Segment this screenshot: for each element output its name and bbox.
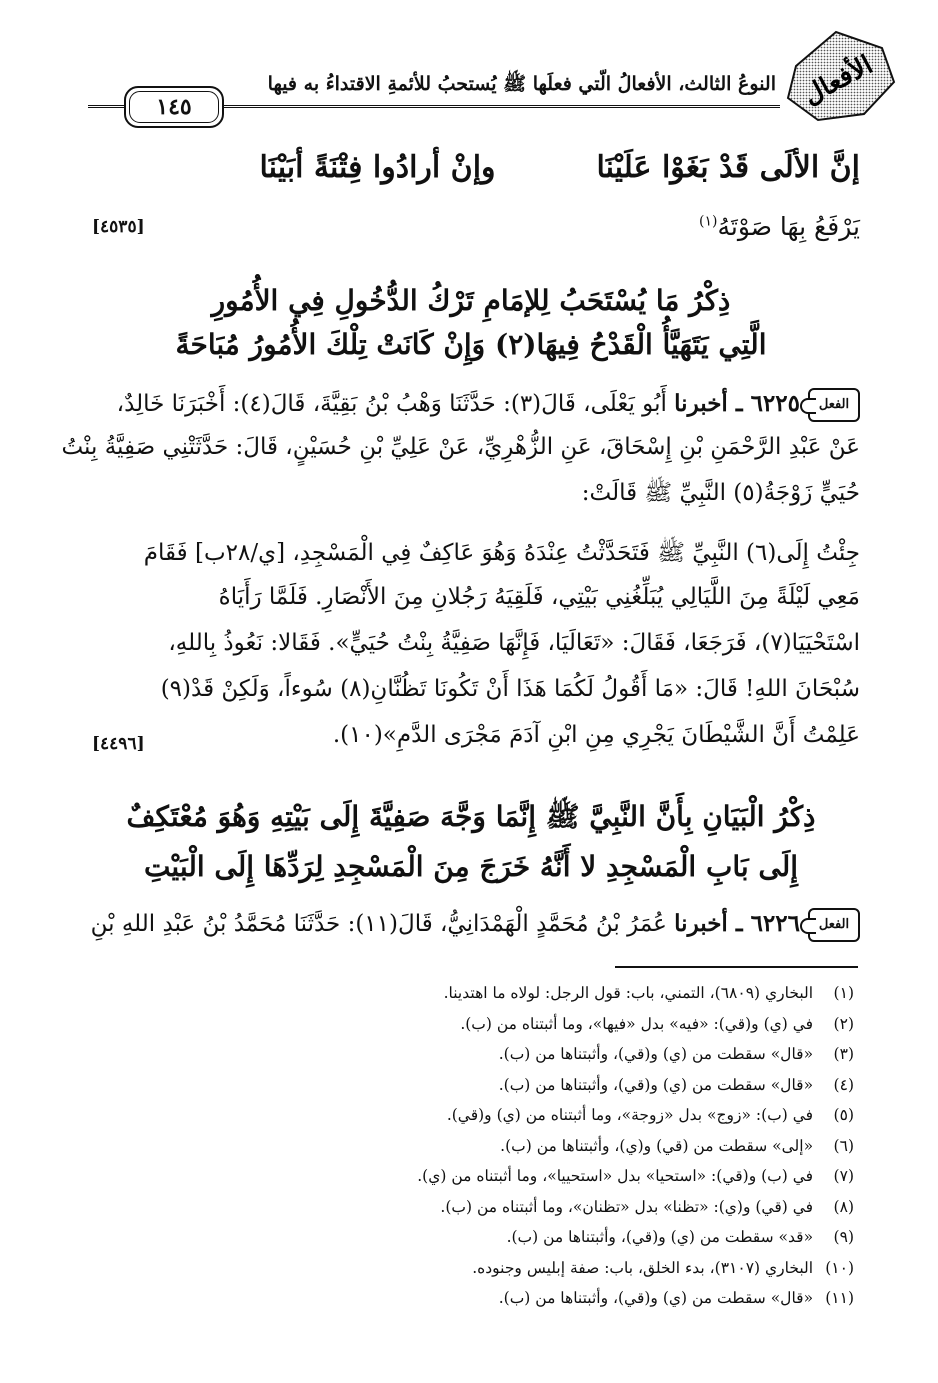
footnote-item	[84, 984, 854, 1002]
section-heading-line: ذِكْرُ مَا يُسْتَحَبُ لِلإمَامِ تَرْكُ الدُّخُولِ فِي الأُمُورِ	[211, 284, 731, 317]
hadith-reference: [٤٥٣٥]	[92, 217, 145, 237]
section-heading-line: الَّتِي يَتَهَيَّأُ الْقَدْحُ فِيهَا(٢) وَإِنْ كَانَتْ تِلْكَ الأُمُورُ مُبَاحَةً	[175, 328, 767, 361]
footnote-text: «قال» سقطت من (ي) و(قي)، وأثبتناها من (ب).	[498, 1045, 814, 1063]
footnote-item	[84, 1228, 854, 1246]
hadith-text: أَبُو يَعْلَى، قَالَ(٣): حَدَّثَنَا وَهْبُ بْنُ بَقِيَّةَ، قَالَ(٤): أَخْبَرَنَا خَالِدٌ،	[116, 391, 667, 417]
footnote-number: (٥)	[833, 1106, 854, 1124]
section-heading-line: ذِكْرُ الْبَيَانِ بِأَنَّ النَّبِيَّ ﷺ إِنَّمَا وَجَّهَ صَفِيَّةَ إِلَى بَيْتِهِ وَهُوَ مُعْتَكِفٌ	[126, 800, 816, 833]
footnote-number: (١١)	[825, 1289, 854, 1307]
footnote-item	[84, 1045, 854, 1063]
footnote-text: «إلى» سقطت من (قي) و(ي)، وأثبتناها من (ب).	[500, 1136, 814, 1155]
footnote-number: (٩)	[833, 1228, 854, 1246]
poem-closing-text: يَرْفَعُ بِهَا صَوْتَهُ	[717, 212, 860, 241]
page-number	[124, 86, 224, 128]
chapter-tab-icon: الفعل	[808, 908, 860, 942]
hadith-number: ٦٢٢٦ ـ أخبرنا	[674, 910, 800, 937]
footnote-number: (٨)	[833, 1197, 854, 1216]
footnote-item	[84, 1106, 854, 1124]
footnote-item	[84, 1137, 854, 1155]
footnote-number: (٧)	[833, 1167, 854, 1185]
footnote-text: في (قي) و(ي): «تظنا» بدل «تظنان»، وما أثبتناه من (ب).	[440, 1197, 814, 1216]
footnote-text: البخاري (٣١٠٧)، بدء الخلق، باب: صفة إبليس وجنوده.	[472, 1258, 814, 1277]
footnote-text: البخاري (٦٨٠٩)، التمني، باب: قول الرجل: لولاه ما اهتدينا.	[443, 984, 814, 1002]
footnote-item	[84, 1015, 854, 1033]
footnote-item	[84, 1167, 854, 1185]
footnote-marker: (١)	[699, 213, 718, 230]
chapter-badge	[778, 28, 898, 124]
poem-closing	[82, 212, 860, 241]
footnote-text: في (ب): «زوج» بدل «زوجة»، وما أثبتناه من (ي) و(قي).	[446, 1106, 814, 1124]
hadith-line: عَلِمْتُ أَنَّ الشَّيْطَانَ يَجْرِي مِنِ ابْنِ آدَمَ مَجْرَى الدَّمِ»(١٠).	[332, 722, 860, 748]
footnote-text: «قد» سقطت من (ي) و(قي)، وأثبتناها من (ب).	[506, 1228, 814, 1246]
footnote-text: في (ب) و(قي): «استحيا» بدل «استحييا»، وما أثبتناه من (ي).	[417, 1167, 814, 1185]
hadith-line	[82, 388, 860, 422]
hadith-line: جِئْتُ إِلَى(٦) النَّبِيِّ ﷺ فَتَحَدَّثْتُ عِنْدَهُ وَهُوَ عَاكِفٌ فِي الْمَسْجِدِ، [ي/٢٨ب] فَقَامَ	[143, 540, 860, 566]
poem-hemistich-left: وإنْ أرادُوا فِتْنَةً أبَيْنَا	[259, 150, 496, 185]
footnote-number: (١)	[833, 984, 854, 1002]
hadith-text: عُمَرُ بْنُ مُحَمَّدٍ الْهَمْدَانِيُّ، قَالَ(١١): حَدَّثَنَا مُحَمَّدُ بْنُ عَبْدِ اللهِ بْنِ	[90, 911, 667, 937]
chapter-tab-icon: الفعل	[808, 388, 860, 422]
hadith-line: حُيَيٍّ زَوْجَةُ(٥) النَّبِيِّ ﷺ قَالَتْ:	[581, 480, 860, 506]
section-heading-line: إِلَى بَابِ الْمَسْجِدِ لا أَنَّهُ خَرَجَ مِنَ الْمَسْجِدِ لِرَدِّهَا إِلَى الْبَيْتِ	[143, 850, 799, 883]
page-header	[88, 28, 898, 128]
footnote-item	[84, 1076, 854, 1094]
page-number-text: ١٤٥	[156, 94, 192, 120]
poem-verse	[82, 150, 860, 185]
running-title: النوعُ الثالث، الأفعالُ الّتي فعلَها ﷺ يُستحبُ للأئمةِ الاقتداءُ به فيها	[267, 73, 776, 95]
badge-text: الأفعال	[798, 49, 878, 112]
hadith-reference: [٤٤٩٦]	[92, 734, 145, 754]
hadith-line: عَنْ عَبْدِ الرَّحْمَنِ بْنِ إِسْحَاقَ، عَنِ الزُّهْرِيِّ، عَنْ عَلِيِّ بْنِ حُسَيْنٍ، قَالَ: حَدَّثَتْنِي صَفِيَّةُ بِنْتُ	[61, 434, 860, 460]
footnote-item	[84, 1259, 854, 1277]
footnote-text: «قال» سقطت من (ي) و(قي)، وأثبتناها من (ب).	[498, 1075, 814, 1094]
hadith-line: سُبْحَانَ اللهِ! قَالَ: «مَا أَقُولُ لَكُمَا هَذَا أَنْ تَكُونَا تَظُنَّانِ(٨) سُوءاً، وَلَكِنْ قَدْ(٩)	[160, 676, 860, 702]
footnote-item	[84, 1198, 854, 1216]
hadith-line: مَعِي لَيْلَةً مِنَ اللَّيَالِي يُبَلِّغُنِي بَيْتِي، فَلَقِيَهُ رَجُلانِ مِنَ الأَنْصَارِ. فَلَمَّا رَأَيَاهُ	[218, 584, 860, 610]
hadith-line: اسْتَحْيَيَا(٧)، فَرَجَعَا، فَقَالَ: «تَعَالَيَا، فَإِنَّهَا صَفِيَّةُ بِنْتُ حُيَيٍّ». فَقَالا: نَعُوذُ بِاللهِ،	[168, 630, 860, 656]
footnote-item	[84, 1289, 854, 1307]
footnote-number: (٦)	[833, 1136, 854, 1155]
poem-hemistich-right: إنَّ الألَى قَدْ بَغَوْا عَلَيْنَا	[596, 150, 860, 185]
footnote-text: في (ي) و(قي): «فيه» بدل «فيها»، وما أثبتناه من (ب).	[460, 1014, 814, 1033]
footnote-number: (٣)	[833, 1045, 854, 1063]
footnote-number: (٤)	[833, 1075, 854, 1094]
hadith-line	[82, 908, 860, 942]
footnote-separator	[615, 966, 858, 968]
footnote-text: «قال» سقطت من (ي) و(قي)، وأثبتناها من (ب).	[498, 1289, 814, 1307]
footnote-number: (٢)	[833, 1014, 854, 1033]
footnote-number: (١٠)	[825, 1258, 854, 1277]
hadith-number: ٦٢٢٥ ـ أخبرنا	[674, 390, 800, 417]
